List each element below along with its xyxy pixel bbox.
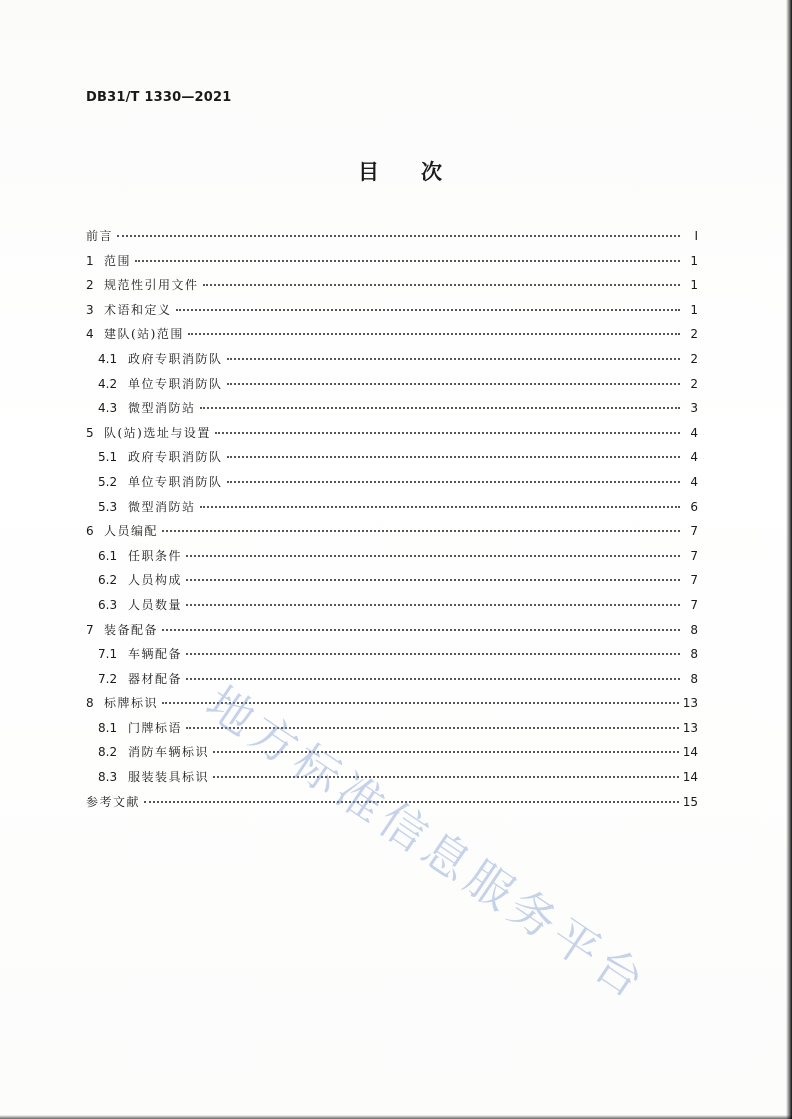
toc-entry[interactable] [86,716,698,741]
toc-entry-number: 4.3 [98,401,118,416]
toc-entry-title: 单位专职消防队 [128,474,223,489]
toc-entry-page: 8 [690,671,698,686]
toc-entry-title: 门牌标语 [128,720,183,735]
toc-entry[interactable] [86,495,698,520]
toc-dot-leader [227,383,680,385]
toc-entry-number: 5.3 [98,499,118,514]
toc-entry-title: 队(站)选址与设置 [104,425,211,440]
toc-entry-page: 7 [690,524,698,539]
toc-entry-page: 4 [690,474,698,489]
toc-dot-leader [162,629,680,631]
document-code: DB31/T 1330—2021 [86,90,232,105]
toc-dot-leader [213,776,679,778]
toc-entry[interactable] [86,642,698,667]
toc-entry-number: 4.1 [98,351,118,366]
toc-entry-page: 1 [690,302,698,317]
toc-entry-page: 13 [682,696,698,711]
toc-dot-leader [200,407,680,409]
toc-entry-number: 5.2 [98,474,118,489]
toc-entry-page: 4 [690,450,698,465]
toc-entry[interactable] [86,740,698,765]
toc-entry-page: 14 [682,745,698,760]
toc-dot-leader [144,801,679,803]
toc-list [86,224,698,814]
toc-dot-leader [176,309,680,311]
toc-entry-number: 6.3 [98,597,118,612]
toc-entry[interactable] [86,249,698,274]
toc-entry-title: 前言 [86,229,114,243]
toc-entry-number: 8.3 [98,770,118,785]
toc-entry-page: 7 [690,548,698,563]
toc-entry-number: 5.1 [98,450,118,465]
toc-entry-page: 1 [690,253,698,268]
toc-entry-title: 规范性引用文件 [104,278,199,293]
toc-entry-page: 13 [682,720,698,735]
toc-entry[interactable] [86,667,698,692]
toc-dot-leader [203,284,680,286]
toc-entry-number: 5 [86,425,94,440]
toc-entry-page: 4 [690,425,698,440]
toc-entry-number: 7.2 [98,671,118,686]
toc-entry-title: 服装装具标识 [128,770,210,785]
toc-entry-page: 8 [690,622,698,637]
toc-dot-leader [162,530,680,532]
toc-dot-leader [227,358,680,360]
toc-entry[interactable] [86,273,698,298]
toc-entry[interactable] [86,298,698,323]
toc-entry-page: 7 [690,597,698,612]
toc-entry-number: 8.1 [98,720,118,735]
toc-dot-leader [117,235,680,237]
toc-entry-page: 15 [682,794,698,809]
toc-entry[interactable] [86,519,698,544]
toc-entry-title: 任职条件 [128,548,183,563]
toc-dot-leader [186,604,680,606]
toc-entry[interactable] [86,322,698,347]
toc-entry-number: 7.1 [98,647,118,662]
toc-entry-page: 1 [690,278,698,293]
toc-entry[interactable] [86,421,698,446]
toc-entry[interactable] [86,372,698,397]
toc-entry-number: 6.1 [98,548,118,563]
toc-entry-title: 单位专职消防队 [128,376,223,391]
toc-entry[interactable] [86,544,698,569]
toc-entry-number: 6 [86,524,94,539]
toc-dot-leader [200,506,680,508]
toc-entry-number: 6.2 [98,573,118,588]
toc-entry-title: 微型消防站 [128,499,196,514]
toc-entry-title: 参考文献 [86,794,141,809]
toc-entry-title: 器材配备 [128,671,183,686]
watermark-text: 地方标准信息服务平台 [196,675,659,1012]
toc-entry[interactable] [86,618,698,643]
toc-entry-title: 范围 [104,253,132,268]
toc-entry-page: 2 [690,327,698,342]
toc-entry-number: 3 [86,302,94,317]
toc-entry[interactable] [86,691,698,716]
toc-entry[interactable] [86,445,698,470]
toc-dot-leader [188,333,680,335]
toc-entry[interactable] [86,396,698,421]
toc-entry-page: I [694,229,698,243]
toc-dot-leader [186,678,680,680]
toc-entry-title: 人员数量 [128,597,183,612]
scan-edge-bottom [0,1115,792,1119]
toc-dot-leader [162,702,679,704]
toc-entry-title: 人员编配 [104,524,159,539]
toc-entry-title: 政府专职消防队 [128,450,223,465]
toc-heading: 目次 [358,160,484,184]
toc-dot-leader [227,456,680,458]
toc-entry-title: 消防车辆标识 [128,745,210,760]
toc-entry-page: 8 [690,647,698,662]
toc-entry-title: 建队(站)范围 [104,327,184,342]
toc-entry-number: 8.2 [98,745,118,760]
toc-entry[interactable] [86,347,698,372]
toc-dot-leader [135,260,680,262]
toc-entry-number: 2 [86,278,94,293]
toc-entry-number: 7 [86,622,94,637]
toc-dot-leader [186,579,680,581]
toc-entry-page: 2 [690,376,698,391]
toc-entry-title: 政府专职消防队 [128,351,223,366]
toc-dot-leader [186,727,679,729]
toc-entry[interactable] [86,593,698,618]
toc-dot-leader [215,432,680,434]
toc-dot-leader [186,555,680,557]
scan-edge-right [786,0,792,1119]
toc-entry-number: 8 [86,696,94,711]
toc-entry-page: 6 [690,499,698,514]
toc-entry-title: 车辆配备 [128,647,183,662]
toc-entry-number: 4 [86,327,94,342]
toc-entry[interactable] [86,224,698,249]
toc-entry-number: 1 [86,253,94,268]
toc-dot-leader [186,653,680,655]
toc-entry-page: 2 [690,351,698,366]
toc-entry[interactable] [86,790,698,815]
toc-dot-leader [227,481,680,483]
toc-entry-title: 术语和定义 [104,302,172,317]
toc-dot-leader [213,751,679,753]
toc-entry-number: 4.2 [98,376,118,391]
toc-entry-title: 标牌标识 [104,696,159,711]
toc-entry-title: 人员构成 [128,573,183,588]
toc-entry[interactable] [86,568,698,593]
toc-entry-page: 7 [690,573,698,588]
toc-entry-page: 14 [682,770,698,785]
toc-entry-title: 装备配备 [104,622,159,637]
toc-entry-title: 微型消防站 [128,401,196,416]
toc-entry[interactable] [86,765,698,790]
toc-entry[interactable] [86,470,698,495]
toc-entry-page: 3 [690,401,698,416]
